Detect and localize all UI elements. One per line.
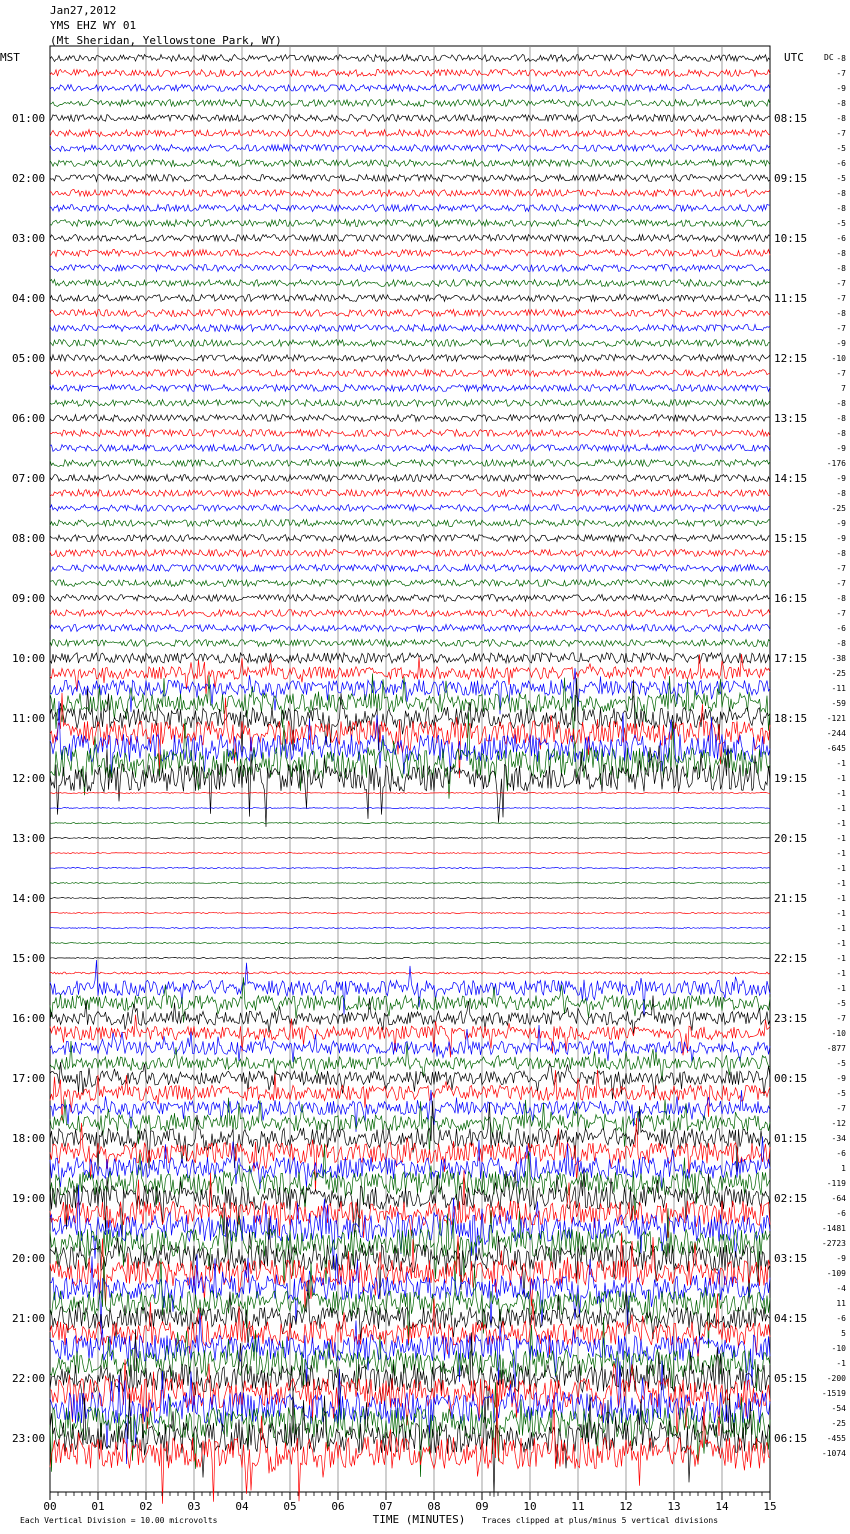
dc-offset-label: -200 (826, 1374, 846, 1383)
x-tick-label: 04 (235, 1500, 249, 1513)
dc-offset-label: -25 (831, 1419, 846, 1428)
utc-hour-label: 08:15 (774, 112, 808, 125)
dc-offset-label: -645 (826, 744, 846, 753)
mst-hour-label: 10:00 (12, 652, 46, 665)
x-axis-label: TIME (MINUTES) (372, 1513, 466, 1526)
dc-offset-label: -9 (836, 1074, 846, 1083)
trace-line (50, 853, 770, 854)
dc-offset-label: -6 (836, 624, 846, 633)
dc-offset-label: -1 (836, 909, 846, 918)
dc-offset-label: -1 (836, 819, 846, 828)
x-tick-label: 15 (763, 1500, 777, 1513)
trace-line (50, 958, 770, 959)
trace-line (50, 415, 770, 422)
dc-offset-label: -9 (836, 519, 846, 528)
dc-offset-label: -1 (836, 774, 846, 783)
dc-offset-label: -6 (836, 1149, 846, 1158)
dc-offset-label: -9 (836, 339, 846, 348)
trace-line (50, 972, 770, 974)
mst-hour-label: 15:00 (12, 952, 46, 965)
trace-line (50, 235, 770, 242)
x-tick-label: 00 (43, 1500, 57, 1513)
dc-offset-label: -38 (831, 654, 846, 663)
dc-offset-label: -6 (836, 1209, 846, 1218)
utc-hour-label: 19:15 (774, 772, 808, 785)
mst-hour-label: 11:00 (12, 712, 46, 725)
dc-offset-label: -109 (826, 1269, 846, 1278)
dc-offset-label: 5 (841, 1329, 846, 1338)
trace-line (50, 823, 770, 824)
dc-offset-label: -7 (836, 129, 846, 138)
trace-line (50, 653, 770, 663)
trace-line (50, 1090, 770, 1132)
trace-line (50, 220, 770, 227)
dc-offset-label: -6 (836, 1314, 846, 1323)
trace-line (50, 85, 770, 92)
mst-hour-label: 05:00 (12, 352, 46, 365)
dc-offset-label: -11 (831, 684, 846, 693)
utc-hour-label: 11:15 (774, 292, 808, 305)
utc-axis-label: UTC (784, 51, 804, 64)
utc-hour-label: 06:15 (774, 1432, 808, 1445)
trace-line (50, 55, 770, 62)
mst-hour-label: 13:00 (12, 832, 46, 845)
trace-line (50, 793, 770, 794)
dc-offset-label: -6 (836, 234, 846, 243)
dc-offset-label: -8 (836, 99, 846, 108)
mst-hour-label: 17:00 (12, 1072, 46, 1085)
dc-offset-label: -7 (836, 564, 846, 573)
utc-hour-label: 02:15 (774, 1192, 808, 1205)
trace-line (50, 535, 770, 542)
trace-line (50, 996, 770, 1034)
dc-offset-label: -8 (836, 249, 846, 258)
dc-offset-label: -1 (836, 969, 846, 978)
dc-offset-label: -8 (836, 399, 846, 408)
mst-hour-label: 19:00 (12, 1192, 46, 1205)
trace-line (50, 1025, 770, 1062)
trace-line (50, 400, 770, 407)
mst-hour-label: 01:00 (12, 112, 46, 125)
trace-line (50, 250, 770, 257)
utc-hour-label: 04:15 (774, 1312, 808, 1325)
utc-hour-label: 17:15 (774, 652, 808, 665)
footer-right: Traces clipped at plus/minus 5 vertical divisions (482, 1516, 719, 1525)
trace-line (50, 340, 770, 347)
trace-line (50, 115, 770, 122)
trace-line (50, 595, 770, 602)
dc-offset-label: -5 (836, 174, 846, 183)
dc-offset-label: -7 (836, 324, 846, 333)
trace-line (50, 430, 770, 437)
dc-offset-label: -7 (836, 294, 846, 303)
x-tick-label: 12 (619, 1500, 633, 1513)
mst-hour-label: 12:00 (12, 772, 46, 785)
dc-offset-label: -8 (836, 489, 846, 498)
dc-offset-label: -1 (836, 1359, 846, 1368)
x-tick-label: 13 (667, 1500, 681, 1513)
x-tick-label: 03 (187, 1500, 201, 1513)
trace-line (50, 913, 770, 914)
dc-offset-label: -7 (836, 579, 846, 588)
trace-line (50, 355, 770, 362)
trace-line (50, 640, 770, 647)
dc-offset-label: -59 (831, 699, 846, 708)
location-label: (Mt Sheridan, Yellowstone Park, WY) (50, 34, 282, 47)
utc-hour-label: 13:15 (774, 412, 808, 425)
trace-line (50, 190, 770, 197)
dc-offset-label: -4 (836, 1284, 846, 1293)
utc-hour-label: 03:15 (774, 1252, 808, 1265)
dc-offset-label: -1 (836, 834, 846, 843)
dc-offset-label: -8 (836, 309, 846, 318)
dc-offset-label: -9 (836, 444, 846, 453)
trace-line (50, 808, 770, 809)
dc-offset-label: -1 (836, 954, 846, 963)
dc-offset-label: -8 (836, 594, 846, 603)
dc-offset-label: -7 (836, 69, 846, 78)
dc-offset-label: -1 (836, 864, 846, 873)
trace-line (50, 490, 770, 497)
x-tick-label: 02 (139, 1500, 153, 1513)
utc-hour-label: 14:15 (774, 472, 808, 485)
mst-hour-label: 22:00 (12, 1372, 46, 1385)
dc-offset-label: -1 (836, 849, 846, 858)
station-label: YMS EHZ WY 01 (50, 19, 137, 32)
trace-line (50, 445, 770, 452)
trace-line (50, 550, 770, 557)
trace-line (50, 868, 770, 869)
dc-offset-label: -7 (836, 369, 846, 378)
utc-hour-label: 23:15 (774, 1012, 808, 1025)
dc-offset-label: -9 (836, 1254, 846, 1263)
dc-offset-label: -1 (836, 924, 846, 933)
dc-offset-label: -7 (836, 279, 846, 288)
dc-offset-label: -1 (836, 879, 846, 888)
dc-offset-label: -1 (836, 894, 846, 903)
dc-offset-label: -7 (836, 1014, 846, 1023)
dc-offset-label: -1 (836, 939, 846, 948)
x-tick-label: 09 (475, 1500, 489, 1513)
mst-hour-label: 07:00 (12, 472, 46, 485)
dc-offset-label: -6 (836, 159, 846, 168)
dc-offset-label: 7 (841, 384, 846, 393)
trace-line (50, 295, 770, 302)
dc-offset-label: -455 (826, 1434, 846, 1443)
x-tick-label: 06 (331, 1500, 345, 1513)
date-label: Jan27,2012 (50, 4, 117, 17)
trace-line (50, 100, 770, 107)
mst-hour-label: 02:00 (12, 172, 46, 185)
dc-offset-label: -8 (836, 189, 846, 198)
trace-line (50, 280, 770, 287)
dc-offset-label: -10 (831, 1344, 846, 1353)
trace-line (50, 265, 770, 272)
utc-hour-label: 21:15 (774, 892, 808, 905)
trace-line (50, 883, 770, 884)
trace-line (50, 70, 770, 77)
dc-offset-label: -5 (836, 1059, 846, 1068)
utc-hour-label: 01:15 (774, 1132, 808, 1145)
trace-line (50, 580, 770, 587)
trace-line (50, 520, 770, 527)
mst-hour-label: 09:00 (12, 592, 46, 605)
dc-offset-label: -64 (831, 1194, 846, 1203)
dc-offset-label: -121 (826, 714, 846, 723)
trace-line (50, 145, 770, 152)
dc-offset-label: -8 (836, 204, 846, 213)
dc-offset-label: -7 (836, 1104, 846, 1113)
trace-line (50, 1281, 770, 1347)
dc-label: DC (824, 53, 834, 62)
utc-hour-label: 10:15 (774, 232, 808, 245)
trace-line (50, 130, 770, 137)
trace-line (50, 928, 770, 929)
utc-hour-label: 20:15 (774, 832, 808, 845)
dc-offset-label: -1 (836, 789, 846, 798)
trace-line (50, 960, 770, 1016)
dc-offset-label: -12 (831, 1119, 846, 1128)
dc-offset-label: -176 (826, 459, 846, 468)
trace-line (50, 160, 770, 167)
trace-line (50, 625, 770, 632)
trace-line (50, 565, 770, 572)
dc-offset-label: -1 (836, 804, 846, 813)
mst-hour-label: 20:00 (12, 1252, 46, 1265)
trace-line (50, 505, 770, 512)
trace-line (50, 943, 770, 944)
trace-line (50, 370, 770, 377)
dc-offset-label: -1074 (821, 1449, 846, 1458)
trace-line (50, 310, 770, 317)
dc-offset-label: -119 (826, 1179, 846, 1188)
x-tick-label: 08 (427, 1500, 441, 1513)
x-tick-label: 01 (91, 1500, 105, 1513)
dc-offset-label: -9 (836, 474, 846, 483)
dc-offset-label: -1 (836, 759, 846, 768)
trace-line (50, 1257, 770, 1349)
utc-hour-label: 00:15 (774, 1072, 808, 1085)
utc-hour-label: 05:15 (774, 1372, 808, 1385)
dc-offset-label: -5 (836, 219, 846, 228)
mst-hour-label: 03:00 (12, 232, 46, 245)
dc-offset-label: -25 (831, 669, 846, 678)
trace-line (50, 385, 770, 392)
utc-hour-label: 09:15 (774, 172, 808, 185)
trace-line (50, 1391, 770, 1497)
dc-offset-label: -25 (831, 504, 846, 513)
mst-hour-label: 23:00 (12, 1432, 46, 1445)
dc-offset-label: -1481 (821, 1224, 846, 1233)
trace-line (50, 898, 770, 899)
x-tick-label: 14 (715, 1500, 729, 1513)
trace-line (50, 610, 770, 617)
dc-offset-label: -244 (826, 729, 846, 738)
dc-offset-label: -34 (831, 1134, 846, 1143)
x-tick-label: 07 (379, 1500, 393, 1513)
trace-line (50, 175, 770, 182)
dc-offset-label: -5 (836, 144, 846, 153)
trace-line (50, 838, 770, 839)
trace-line (50, 325, 770, 332)
utc-hour-label: 22:15 (774, 952, 808, 965)
dc-offset-label: 1 (841, 1164, 846, 1173)
dc-offset-label: -10 (831, 354, 846, 363)
x-tick-label: 05 (283, 1500, 297, 1513)
footer-left: Each Vertical Division = 10.00 microvolts (20, 1516, 218, 1525)
dc-offset-label: 11 (836, 1299, 846, 1308)
utc-hour-label: 12:15 (774, 352, 808, 365)
mst-hour-label: 04:00 (12, 292, 46, 305)
utc-hour-label: 16:15 (774, 592, 808, 605)
dc-offset-label: -8 (836, 264, 846, 273)
dc-offset-label: -9 (836, 84, 846, 93)
mst-hour-label: 21:00 (12, 1312, 46, 1325)
dc-offset-label: -8 (836, 549, 846, 558)
dc-offset-label: -5 (836, 999, 846, 1008)
dc-offset-label: -8 (836, 114, 846, 123)
dc-offset-label: -7 (836, 609, 846, 618)
dc-offset-label: -8 (836, 414, 846, 423)
mst-axis-label: MST (0, 51, 20, 64)
utc-hour-label: 15:15 (774, 532, 808, 545)
dc-offset-label: -1 (836, 984, 846, 993)
dc-offset-label: -10 (831, 1029, 846, 1038)
trace-line (50, 205, 770, 212)
dc-offset-label: -8 (836, 54, 846, 63)
dc-offset-label: -5 (836, 1089, 846, 1098)
trace-line (50, 1144, 770, 1215)
mst-hour-label: 06:00 (12, 412, 46, 425)
mst-hour-label: 18:00 (12, 1132, 46, 1145)
mst-hour-label: 14:00 (12, 892, 46, 905)
mst-hour-label: 08:00 (12, 532, 46, 545)
utc-hour-label: 18:15 (774, 712, 808, 725)
dc-offset-label: -9 (836, 534, 846, 543)
dc-offset-label: -1519 (821, 1389, 846, 1398)
dc-offset-label: -8 (836, 639, 846, 648)
dc-offset-label: -2723 (821, 1239, 846, 1248)
trace-line (50, 475, 770, 482)
dc-offset-label: -877 (826, 1044, 846, 1053)
trace-line (50, 1393, 770, 1504)
trace-line (50, 1361, 770, 1464)
x-tick-label: 10 (523, 1500, 537, 1513)
trace-line (50, 460, 770, 467)
x-tick-label: 11 (571, 1500, 585, 1513)
dc-offset-label: -8 (836, 429, 846, 438)
dc-offset-label: -54 (831, 1404, 846, 1413)
mst-hour-label: 16:00 (12, 1012, 46, 1025)
